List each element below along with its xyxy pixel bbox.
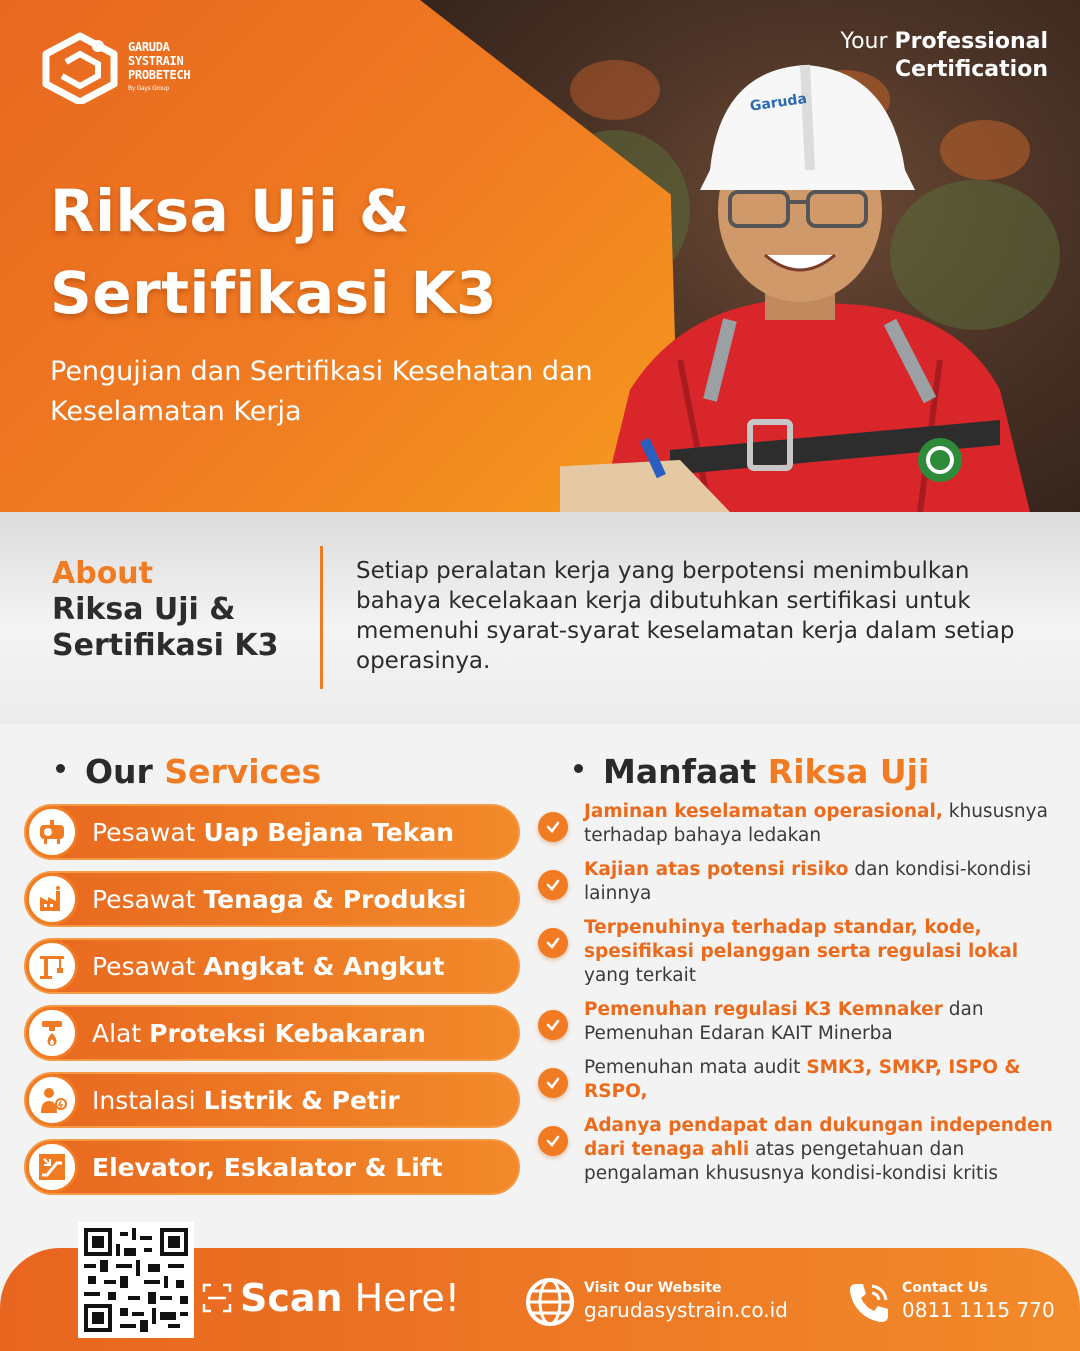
service-label-normal: Pesawat [92,884,204,914]
scan-bold: Scan [240,1276,343,1320]
logo-subtitle: By Gays Group [128,85,169,92]
benefit-bold: Terpenuhinya terhadap standar, kode, spesifikasi pelanggan serta regulasi lokal [584,917,1019,962]
check-icon [538,870,568,900]
benefit-bold: Adanya pendapat dan dukungan independen dari tenaga ahli [584,1115,1053,1160]
benefit-rest: dan kondisi-kondisi lainnya [584,859,1032,904]
check-icon [538,928,568,958]
tagline-bold-2: Certification [894,57,1048,82]
benefit-item [538,800,1068,848]
phone-number[interactable]: 0811 1115 770 [902,1298,1055,1322]
hero-subtitle: Pengujian dan Sertifikasi Kesehatan dan Keselamatan Kerja [50,356,593,427]
hero-title [50,170,497,334]
about-description: Setiap peralatan kerja yang berpotensi menimbulkan bahaya kecelakaan kerja dibutuhkan sertifikasi untuk memenuhi syarat-syarat keselamatan kerja dalam setiap operasinya. [356,558,1015,674]
about-section [0,512,1080,724]
about-heading [52,556,279,664]
website-label: Visit Our Website [584,1280,722,1296]
benefits-title-accent: Riksa Uji [767,752,930,791]
services-heading [56,752,321,791]
service-item[interactable] [24,804,520,860]
electrician-icon [26,1074,78,1126]
garuda-logo-icon [40,32,120,104]
service-item[interactable] [24,871,520,927]
website-link[interactable]: garudasystrain.co.id [584,1298,788,1322]
service-item[interactable] [24,1139,520,1195]
bullet-icon [574,764,583,773]
hero-title-line-2: Sertifikasi K3 [50,259,498,327]
escalator-icon [26,1141,78,1193]
services-title-accent: Services [164,752,322,791]
benefit-rest: khususnya terhadap bahaya ledakan [584,801,1048,846]
hero-banner [0,0,1080,512]
globe-icon [524,1276,576,1328]
benefits-list [538,800,1068,1196]
crane-icon [26,940,78,992]
benefits-heading [574,752,929,791]
service-label-bold: Elevator, Eskalator & Lift [92,1152,443,1182]
service-item[interactable] [24,938,520,994]
benefit-item [538,858,1068,906]
benefit-item [538,998,1068,1046]
service-item[interactable] [24,1005,520,1061]
check-icon [538,1126,568,1156]
hero-title-line-1: Riksa Uji & [50,177,411,245]
service-label-normal: Instalasi [92,1085,204,1115]
service-label-bold: Listrik & Petir [203,1085,400,1115]
benefit-item [538,1056,1068,1104]
service-label-bold: Uap Bejana Tekan [203,817,455,847]
tagline [841,28,1048,84]
service-label-bold: Tenaga & Produksi [203,884,467,914]
logo-line-2: SYSTRAIN [128,54,184,68]
scan-rest: Here! [342,1276,461,1320]
benefit-rest: atas pengetahuan dan pengalaman khususnya kondisi-kondisi kritis [584,1139,998,1184]
service-item[interactable] [24,1072,520,1128]
benefit-item [538,916,1068,988]
benefit-rest: yang terkait [584,965,696,986]
check-icon [538,1010,568,1040]
about-title-line-2: Sertifikasi K3 [52,628,279,663]
contact-label: Contact Us [902,1280,988,1296]
contact-block[interactable] [902,1280,1055,1322]
logo-line-3: PROBETECH [128,68,191,82]
helmet-logo-text: Garuda [748,90,808,115]
boiler-icon [26,806,78,858]
about-title-line-1: Riksa Uji & [52,592,236,627]
about-label: About [52,556,154,591]
service-label-normal: Alat [92,1018,150,1048]
bullet-icon [56,764,65,773]
benefit-pre: Pemenuhan mata audit [584,1057,807,1078]
benefit-bold: Jaminan keselamatan operasional, [584,801,943,822]
service-label-normal: Pesawat [92,951,204,981]
benefits-title: Manfaat [603,752,757,791]
qr-code[interactable] [78,1222,194,1338]
phone-icon [846,1280,892,1326]
about-divider [320,546,323,689]
benefit-rest: dan Pemenuhan Edaran KAIT Minerba [584,999,984,1044]
scan-here-label[interactable] [240,1276,460,1320]
scan-frame-icon [202,1283,232,1313]
benefit-bold: SMK3, SMKP, ISPO & RSPO, [584,1057,1021,1102]
website-block[interactable] [584,1280,788,1322]
factory-icon [26,873,78,925]
benefit-item [538,1114,1068,1186]
service-label-bold: Angkat & Angkut [203,951,445,981]
benefit-bold: Kajian atas potensi risiko [584,859,849,880]
tagline-lead: Your [840,29,888,54]
check-icon [538,1068,568,1098]
company-logo [40,32,190,104]
logo-line-1: GARUDA [128,40,170,54]
check-icon [538,812,568,842]
services-list [24,804,520,1206]
tagline-bold-1: Professional [894,29,1048,54]
benefit-bold: Pemenuhan regulasi K3 Kemnaker [584,999,943,1020]
engineer-photo [560,60,1030,512]
service-label-bold: Proteksi Kebakaran [149,1018,426,1048]
service-label-normal: Pesawat [92,817,204,847]
sprinkler-fire-icon [26,1007,78,1059]
services-title: Our [85,752,153,791]
